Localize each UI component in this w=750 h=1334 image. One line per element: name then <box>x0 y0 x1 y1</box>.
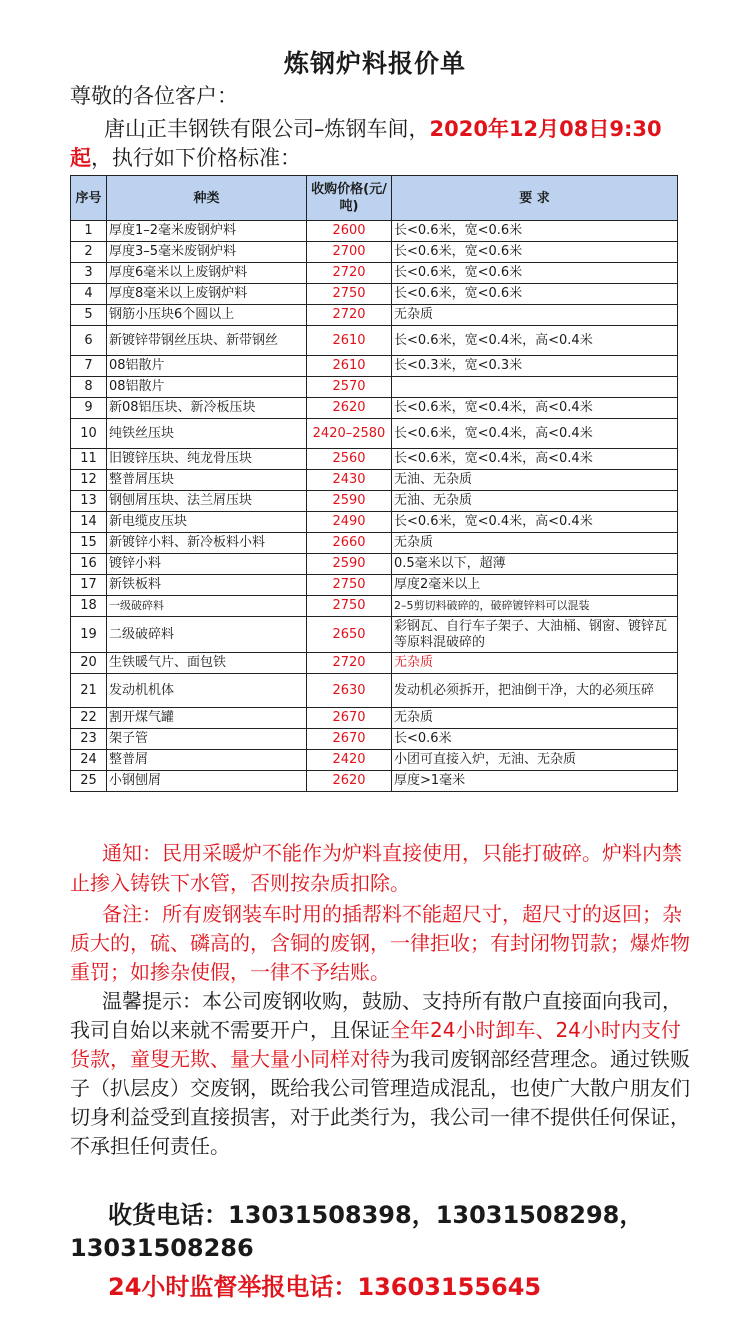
remark-paragraph: 备注：所有废钢装车时用的插帮料不能超尺寸，超尺寸的返回；杂质大的，硫、磷高的，含铜的废钢，一律拒收；有封闭物罚款；爆炸物重罚；如掺杂使假，一律不予结账。 <box>70 902 690 984</box>
row-requirement: 无杂质 <box>392 533 678 554</box>
row-kind: 08铝散片 <box>107 356 307 377</box>
table-row <box>71 554 678 575</box>
effective-date: 2020年12月08日9:30 <box>429 117 662 141</box>
row-price: 2720 <box>307 263 392 284</box>
price-table <box>70 175 678 792</box>
row-kind: 08铝散片 <box>107 377 307 398</box>
row-number: 3 <box>71 263 107 284</box>
table-row <box>71 398 678 419</box>
tip-text-2: 为我司废钢部经营理念。通过铁贩子（扒层皮）交废钢，既给我公司管理造成混乱，也使广大散户朋友们切身利益受到直接损害，对于此类行为，我公司一律不提供任何保证，不承担任何责任。 <box>70 1047 690 1158</box>
intro-rest: ，执行如下价格标准： <box>91 146 301 170</box>
row-price: 2420–2580 <box>307 419 392 449</box>
row-requirement: 发动机必须拆开，把油倒干净，大的必须压碎 <box>392 674 678 708</box>
row-requirement: 长<0.6米，宽<0.4米，高<0.4米 <box>392 449 678 470</box>
row-kind: 厚度8毫米以上废钢炉料 <box>107 284 307 305</box>
row-price: 2610 <box>307 356 392 377</box>
row-requirement: 长<0.3米，宽<0.3米 <box>392 356 678 377</box>
row-number: 18 <box>71 596 107 617</box>
header-kind: 种类 <box>107 176 307 221</box>
row-requirement: 2–5剪切料破碎的，破碎镀锌料可以混装 <box>392 596 678 617</box>
row-number: 22 <box>71 708 107 729</box>
row-number: 12 <box>71 470 107 491</box>
row-kind: 发动机机体 <box>107 674 307 708</box>
row-price: 2620 <box>307 398 392 419</box>
row-price: 2620 <box>307 771 392 792</box>
row-requirement: 彩钢瓦、自行车子架子、大油桶、钢窗、镀锌瓦等原料混破碎的 <box>392 617 678 653</box>
header-price: 收购价格(元/吨) <box>307 176 392 221</box>
row-number: 25 <box>71 771 107 792</box>
row-number: 19 <box>71 617 107 653</box>
row-price: 2720 <box>307 305 392 326</box>
table-row <box>71 575 678 596</box>
row-number: 4 <box>71 284 107 305</box>
row-price: 2560 <box>307 449 392 470</box>
row-kind: 新镀锌带钢丝压块、新带钢丝 <box>107 326 307 356</box>
receiving-phone: 收货电话：13031508398，13031508298，13031508286 <box>70 1201 644 1262</box>
row-requirement: 厚度2毫米以上 <box>392 575 678 596</box>
row-number: 8 <box>71 377 107 398</box>
row-price: 2750 <box>307 596 392 617</box>
row-requirement: 长<0.6米，宽<0.4米，高<0.4米 <box>392 419 678 449</box>
row-price: 2590 <box>307 491 392 512</box>
table-row <box>71 326 678 356</box>
table-row <box>71 491 678 512</box>
intro-paragraph <box>70 115 690 173</box>
row-price: 2610 <box>307 326 392 356</box>
header-no: 序号 <box>71 176 107 221</box>
row-kind: 一级破碎料 <box>107 596 307 617</box>
row-kind: 旧镀锌压块、纯龙骨压块 <box>107 449 307 470</box>
row-number: 14 <box>71 512 107 533</box>
row-number: 24 <box>71 750 107 771</box>
row-number: 17 <box>71 575 107 596</box>
row-requirement: 无油、无杂质 <box>392 470 678 491</box>
table-row <box>71 377 678 398</box>
row-kind: 厚度3–5毫米废钢炉料 <box>107 242 307 263</box>
row-kind: 钢筋小压块6个圆以上 <box>107 305 307 326</box>
row-requirement: 长<0.6米，宽<0.6米 <box>392 263 678 284</box>
table-row <box>71 771 678 792</box>
row-price: 2700 <box>307 242 392 263</box>
row-kind: 新铁板料 <box>107 575 307 596</box>
row-number: 20 <box>71 653 107 674</box>
row-requirement: 长<0.6米，宽<0.4米，高<0.4米 <box>392 512 678 533</box>
table-row <box>71 729 678 750</box>
row-price: 2430 <box>307 470 392 491</box>
row-number: 13 <box>71 491 107 512</box>
row-kind: 厚度6毫米以上废钢炉料 <box>107 263 307 284</box>
row-number: 1 <box>71 221 107 242</box>
row-price: 2670 <box>307 729 392 750</box>
row-price: 2590 <box>307 554 392 575</box>
row-requirement: 长<0.6米，宽<0.6米 <box>392 221 678 242</box>
row-kind: 纯铁丝压块 <box>107 419 307 449</box>
table-row <box>71 284 678 305</box>
table-row <box>71 617 678 653</box>
row-price: 2660 <box>307 533 392 554</box>
row-kind: 生铁暖气片、面包铁 <box>107 653 307 674</box>
row-kind: 新08铝压块、新冷板压块 <box>107 398 307 419</box>
row-number: 21 <box>71 674 107 708</box>
row-requirement: 长<0.6米，宽<0.6米 <box>392 242 678 263</box>
table-row <box>71 263 678 284</box>
tip-paragraph <box>70 987 690 1161</box>
greeting: 尊敬的各位客户： <box>70 84 238 108</box>
row-requirement <box>392 377 678 398</box>
row-requirement: 厚度>1毫米 <box>392 771 678 792</box>
row-requirement: 长<0.6米，宽<0.4米，高<0.4米 <box>392 326 678 356</box>
row-kind: 厚度1–2毫米废钢炉料 <box>107 221 307 242</box>
row-number: 23 <box>71 729 107 750</box>
row-kind: 钢刨屑压块、法兰屑压块 <box>107 491 307 512</box>
table-row <box>71 419 678 449</box>
table-row <box>71 596 678 617</box>
row-number: 6 <box>71 326 107 356</box>
row-price: 2720 <box>307 653 392 674</box>
row-price: 2490 <box>307 512 392 533</box>
tip-text-1: 温馨提示：本公司废钢收购，鼓励、支持所有散户直接面向我司，我司自始以来就不需要开户，且保证 <box>70 989 682 1042</box>
row-requirement: 长<0.6米，宽<0.6米 <box>392 284 678 305</box>
row-kind: 架子管 <box>107 729 307 750</box>
row-kind: 二级破碎料 <box>107 617 307 653</box>
effective-date-suffix: 起 <box>70 146 91 170</box>
row-price: 2420 <box>307 750 392 771</box>
table-row <box>71 653 678 674</box>
row-kind: 新镀锌小料、新冷板料小料 <box>107 533 307 554</box>
row-number: 15 <box>71 533 107 554</box>
row-requirement: 0.5毫米以下，超薄 <box>392 554 678 575</box>
row-price: 2600 <box>307 221 392 242</box>
table-row <box>71 470 678 491</box>
header-requirement: 要 求 <box>392 176 678 221</box>
row-requirement: 无杂质 <box>392 653 678 674</box>
row-number: 16 <box>71 554 107 575</box>
row-number: 9 <box>71 398 107 419</box>
table-row <box>71 356 678 377</box>
table-header-row <box>71 176 678 221</box>
row-requirement: 无杂质 <box>392 305 678 326</box>
row-number: 10 <box>71 419 107 449</box>
table-row <box>71 533 678 554</box>
row-price: 2670 <box>307 708 392 729</box>
row-requirement: 长<0.6米，宽<0.4米，高<0.4米 <box>392 398 678 419</box>
row-number: 5 <box>71 305 107 326</box>
table-row <box>71 708 678 729</box>
row-requirement: 无油、无杂质 <box>392 491 678 512</box>
table-row <box>71 305 678 326</box>
row-requirement: 长<0.6米 <box>392 729 678 750</box>
row-requirement: 小团可直接入炉，无油、无杂质 <box>392 750 678 771</box>
row-price: 2750 <box>307 284 392 305</box>
company-text: 唐山正丰钢铁有限公司–炼钢车间， <box>104 117 430 141</box>
row-requirement: 无杂质 <box>392 708 678 729</box>
document-title: 炼钢炉料报价单 <box>283 49 466 78</box>
table-row <box>71 512 678 533</box>
row-kind: 整普屑压块 <box>107 470 307 491</box>
row-price: 2650 <box>307 617 392 653</box>
row-price: 2570 <box>307 377 392 398</box>
row-number: 11 <box>71 449 107 470</box>
row-kind: 小钢刨屑 <box>107 771 307 792</box>
tip-highlight: 全年24小时卸车、24小时内支付货款，童叟无欺、量大量小同样对待 <box>70 1018 681 1071</box>
row-number: 7 <box>71 356 107 377</box>
row-kind: 整普屑 <box>107 750 307 771</box>
row-kind: 割开煤气罐 <box>107 708 307 729</box>
table-row <box>71 750 678 771</box>
table-row <box>71 242 678 263</box>
table-row <box>71 221 678 242</box>
price-table-body <box>71 221 678 792</box>
notice-paragraph: 通知：民用采暖炉不能作为炉料直接使用，只能打破碎。炉料内禁止掺入铸铁下水管，否则按杂质扣除。 <box>70 841 682 895</box>
row-price: 2750 <box>307 575 392 596</box>
row-kind: 新电缆皮压块 <box>107 512 307 533</box>
row-number: 2 <box>71 242 107 263</box>
table-row <box>71 674 678 708</box>
row-kind: 镀锌小料 <box>107 554 307 575</box>
report-hotline: 24小时监督举报电话：13603155645 <box>108 1273 542 1301</box>
table-row <box>71 449 678 470</box>
row-price: 2630 <box>307 674 392 708</box>
